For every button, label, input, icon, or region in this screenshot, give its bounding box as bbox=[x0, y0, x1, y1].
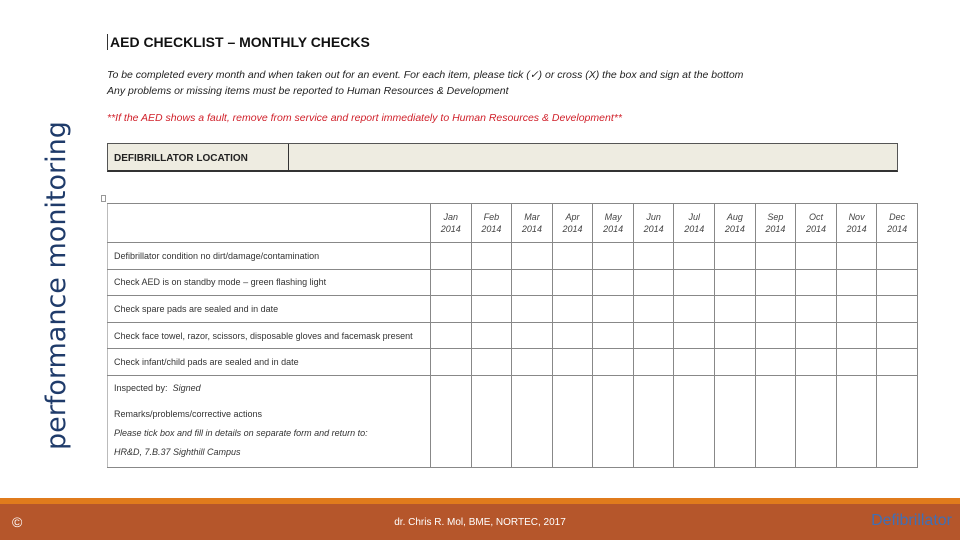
check-cell[interactable] bbox=[715, 296, 756, 323]
location-value[interactable] bbox=[289, 144, 897, 170]
check-cell[interactable] bbox=[755, 375, 796, 467]
check-cell[interactable] bbox=[431, 269, 472, 296]
check-cell[interactable] bbox=[715, 243, 756, 270]
month-name: Sep bbox=[767, 212, 784, 222]
check-cell[interactable] bbox=[715, 322, 756, 349]
check-cell[interactable] bbox=[552, 349, 593, 376]
signature-row bbox=[108, 375, 918, 467]
check-cell[interactable] bbox=[715, 349, 756, 376]
check-cell[interactable] bbox=[552, 296, 593, 323]
intro-line: Any problems or missing items must be reported to Human Resources & Development bbox=[107, 85, 509, 97]
check-cell[interactable] bbox=[836, 322, 877, 349]
slide-title: performance monitoring bbox=[41, 121, 72, 450]
check-cell[interactable] bbox=[431, 243, 472, 270]
check-cell[interactable] bbox=[674, 296, 715, 323]
check-cell[interactable] bbox=[836, 243, 877, 270]
header-blank bbox=[108, 204, 431, 243]
month-year: 2014 bbox=[481, 224, 502, 234]
check-cell[interactable] bbox=[552, 322, 593, 349]
check-cell[interactable] bbox=[674, 375, 715, 467]
month-name: Mar bbox=[524, 212, 540, 222]
month-year: 2014 bbox=[521, 224, 542, 234]
check-cell[interactable] bbox=[512, 349, 553, 376]
month-header bbox=[471, 204, 512, 243]
check-cell[interactable] bbox=[877, 322, 918, 349]
check-cell[interactable] bbox=[877, 269, 918, 296]
check-cell[interactable] bbox=[633, 322, 674, 349]
check-cell[interactable] bbox=[552, 269, 593, 296]
check-cell[interactable] bbox=[674, 269, 715, 296]
month-header bbox=[836, 204, 877, 243]
check-item-label: Check face towel, razor, scissors, disposable gloves and facemask present bbox=[108, 322, 431, 349]
check-cell[interactable] bbox=[674, 243, 715, 270]
check-cell[interactable] bbox=[836, 375, 877, 467]
check-cell[interactable] bbox=[512, 269, 553, 296]
month-name: Feb bbox=[483, 212, 500, 222]
check-cell[interactable] bbox=[633, 269, 674, 296]
check-cell[interactable] bbox=[593, 375, 634, 467]
month-header bbox=[796, 204, 837, 243]
table-anchor-icon bbox=[101, 195, 106, 202]
month-name: Jul bbox=[688, 212, 701, 222]
month-name: Jan bbox=[443, 212, 459, 222]
intro-line: To be completed every month and when taken out for an event. For each item, please tick (✓) or cross (X) the box and sign at the bottom bbox=[107, 69, 744, 81]
check-cell[interactable] bbox=[755, 349, 796, 376]
check-cell[interactable] bbox=[633, 375, 674, 467]
check-cell[interactable] bbox=[796, 269, 837, 296]
month-name: Nov bbox=[848, 212, 865, 222]
check-cell[interactable] bbox=[836, 269, 877, 296]
check-item-label: Defibrillator condition no dirt/damage/contamination bbox=[108, 243, 431, 270]
table-row bbox=[108, 349, 918, 376]
month-year: 2014 bbox=[765, 224, 786, 234]
check-cell[interactable] bbox=[512, 375, 553, 467]
intro-text bbox=[107, 67, 743, 99]
check-cell[interactable] bbox=[431, 296, 472, 323]
month-header bbox=[633, 204, 674, 243]
check-cell[interactable] bbox=[877, 375, 918, 467]
month-header bbox=[431, 204, 472, 243]
footer-brand: Defibrillator bbox=[871, 512, 952, 529]
check-cell[interactable] bbox=[674, 322, 715, 349]
check-cell[interactable] bbox=[471, 243, 512, 270]
check-cell[interactable] bbox=[715, 269, 756, 296]
month-name: Apr bbox=[565, 212, 580, 222]
check-cell[interactable] bbox=[755, 322, 796, 349]
location-label: DEFIBRILLATOR LOCATION bbox=[108, 144, 289, 170]
check-cell[interactable] bbox=[674, 349, 715, 376]
check-cell[interactable] bbox=[471, 375, 512, 467]
month-year: 2014 bbox=[603, 224, 624, 234]
check-cell[interactable] bbox=[512, 322, 553, 349]
check-cell[interactable] bbox=[877, 296, 918, 323]
check-cell[interactable] bbox=[877, 349, 918, 376]
month-year: 2014 bbox=[643, 224, 664, 234]
check-cell[interactable] bbox=[715, 375, 756, 467]
month-header bbox=[755, 204, 796, 243]
table-row bbox=[108, 243, 918, 270]
copyright-icon: © bbox=[12, 514, 23, 530]
check-cell[interactable] bbox=[796, 296, 837, 323]
check-cell[interactable] bbox=[633, 243, 674, 270]
month-year: 2014 bbox=[887, 224, 908, 234]
check-cell[interactable] bbox=[755, 269, 796, 296]
checklist-table bbox=[107, 203, 918, 468]
check-cell[interactable] bbox=[471, 269, 512, 296]
check-cell[interactable] bbox=[431, 375, 472, 467]
check-cell[interactable] bbox=[593, 296, 634, 323]
check-cell[interactable] bbox=[512, 243, 553, 270]
signed-label: Signed bbox=[172, 382, 201, 393]
check-item-label: Check spare pads are sealed and in date bbox=[108, 296, 431, 323]
month-year: 2014 bbox=[724, 224, 745, 234]
check-cell[interactable] bbox=[796, 322, 837, 349]
check-cell[interactable] bbox=[593, 322, 634, 349]
month-year: 2014 bbox=[440, 224, 461, 234]
inspected-label: Inspected by: bbox=[114, 382, 168, 393]
table-row bbox=[108, 269, 918, 296]
month-header bbox=[593, 204, 634, 243]
check-cell[interactable] bbox=[471, 349, 512, 376]
check-cell[interactable] bbox=[552, 243, 593, 270]
check-cell[interactable] bbox=[471, 322, 512, 349]
footer bbox=[0, 504, 960, 540]
check-cell[interactable] bbox=[796, 243, 837, 270]
month-name: Jun bbox=[646, 212, 661, 222]
month-name: Dec bbox=[889, 212, 906, 222]
month-year: 2014 bbox=[846, 224, 867, 234]
check-cell[interactable] bbox=[512, 296, 553, 323]
check-cell[interactable] bbox=[836, 349, 877, 376]
remarks-label: Remarks/problems/corrective actions bbox=[114, 408, 263, 419]
check-cell[interactable] bbox=[431, 322, 472, 349]
check-cell[interactable] bbox=[593, 243, 634, 270]
check-cell[interactable] bbox=[796, 349, 837, 376]
month-year: 2014 bbox=[805, 224, 826, 234]
check-cell[interactable] bbox=[755, 243, 796, 270]
month-header bbox=[715, 204, 756, 243]
month-header bbox=[877, 204, 918, 243]
month-name: Aug bbox=[726, 212, 743, 222]
month-year: 2014 bbox=[562, 224, 583, 234]
check-cell[interactable] bbox=[836, 296, 877, 323]
month-header bbox=[512, 204, 553, 243]
month-name: May bbox=[604, 212, 622, 222]
check-cell[interactable] bbox=[633, 296, 674, 323]
check-cell[interactable] bbox=[593, 269, 634, 296]
table-row bbox=[108, 322, 918, 349]
instruction-text: Please tick box and fill in details on separate form and return to: bbox=[114, 427, 368, 438]
check-cell[interactable] bbox=[431, 349, 472, 376]
address-text: HR&D, 7.B.37 Sighthill Campus bbox=[114, 446, 241, 457]
check-cell[interactable] bbox=[796, 375, 837, 467]
check-cell[interactable] bbox=[552, 375, 593, 467]
footer-credit: dr. Chris R. Mol, BME, NORTEC, 2017 bbox=[394, 517, 566, 528]
check-cell[interactable] bbox=[877, 243, 918, 270]
check-cell[interactable] bbox=[755, 296, 796, 323]
check-cell[interactable] bbox=[471, 296, 512, 323]
check-item-label: Check infant/child pads are sealed and in date bbox=[108, 349, 431, 376]
signature-label-cell bbox=[108, 375, 431, 467]
table-row bbox=[108, 296, 918, 323]
month-year: 2014 bbox=[684, 224, 705, 234]
check-cell[interactable] bbox=[633, 349, 674, 376]
document-title: AED CHECKLIST – MONTHLY CHECKS bbox=[107, 34, 370, 50]
location-box bbox=[107, 143, 898, 172]
month-header bbox=[674, 204, 715, 243]
month-name: Oct bbox=[808, 212, 823, 222]
check-item-label: Check AED is on standby mode – green flashing light bbox=[108, 269, 431, 296]
month-header bbox=[552, 204, 593, 243]
warning-text: **If the AED shows a fault, remove from service and report immediately to Human Resources & Development** bbox=[107, 112, 622, 124]
check-cell[interactable] bbox=[593, 349, 634, 376]
